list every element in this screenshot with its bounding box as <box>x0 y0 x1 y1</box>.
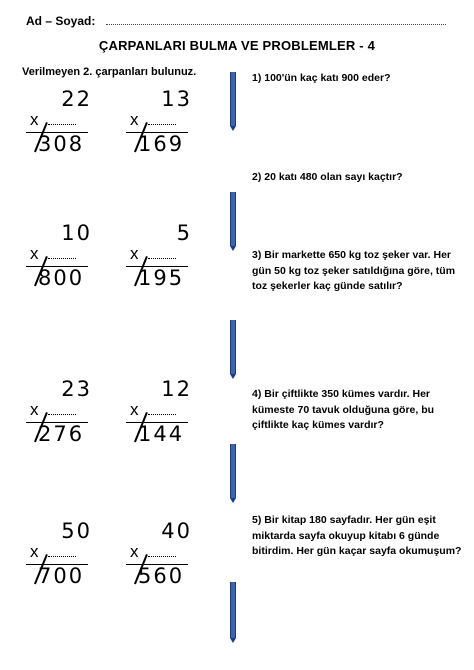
product: 276 <box>38 422 85 446</box>
pencil-icon <box>230 444 236 504</box>
question-3: 3) Bir markette 650 kg toz şeker var. Her gün 50 kg toz şeker satıldığına göre, tüm toz şekerler kaç günde satılır? <box>252 249 456 292</box>
mult-problem <box>28 88 102 158</box>
times-sign: x <box>130 110 139 129</box>
name-blank-line[interactable] <box>106 24 446 25</box>
multiplicand: 12 <box>161 377 192 401</box>
product: 169 <box>138 132 185 156</box>
product: 308 <box>38 132 85 156</box>
times-sign: x <box>30 400 39 419</box>
product: 700 <box>38 564 85 588</box>
times-sign: x <box>130 400 139 419</box>
mult-problem <box>128 88 202 158</box>
product: 560 <box>138 564 185 588</box>
mult-problem <box>28 520 102 590</box>
multiplicand: 13 <box>161 87 192 111</box>
answer-blank[interactable] <box>48 556 76 557</box>
times-sign: x <box>30 110 39 129</box>
times-sign: x <box>30 244 39 263</box>
answer-blank[interactable] <box>148 556 176 557</box>
page-title: ÇARPANLARI BULMA VE PROBLEMLER - 4 <box>98 38 376 53</box>
answer-blank[interactable] <box>148 124 176 125</box>
product: 195 <box>138 266 185 290</box>
multiplicand: 40 <box>161 519 192 543</box>
answer-blank[interactable] <box>48 258 76 259</box>
multiplicand: 23 <box>61 377 92 401</box>
product: 144 <box>138 422 185 446</box>
mult-problem <box>128 378 202 448</box>
answer-blank[interactable] <box>148 258 176 259</box>
answer-blank[interactable] <box>48 124 76 125</box>
pencil-icon <box>230 192 236 252</box>
times-sign: x <box>130 542 139 561</box>
answer-blank[interactable] <box>48 414 76 415</box>
multiplicand: 5 <box>176 221 192 245</box>
mult-problem <box>128 222 202 292</box>
pencil-icon <box>230 320 236 380</box>
answer-blank[interactable] <box>148 414 176 415</box>
multiplicand: 50 <box>61 519 92 543</box>
instruction: Verilmeyen 2. çarpanları bulunuz. <box>22 66 197 78</box>
question-4: 4) Bir çiftlikte 350 kümes vardır. Her kümeste 70 tavuk olduğuna göre, bu çiftlikte kaç kümes vardır? <box>252 388 435 431</box>
question-1: 1) 100'ün kaç katı 900 eder? <box>252 72 391 84</box>
product: 800 <box>38 266 85 290</box>
question-5: 5) Bir kitap 180 sayfadır. Her gün eşit miktarda sayfa okuyup kitabı 6 günde bitirdim. Her gün kaçar sayfa okumuşum? <box>252 514 462 557</box>
pencil-icon <box>230 72 236 132</box>
mult-problem <box>128 520 202 590</box>
mult-problem <box>28 378 102 448</box>
pencil-icon <box>230 582 236 644</box>
multiplicand: 10 <box>61 221 92 245</box>
multiplicand: 22 <box>61 87 92 111</box>
times-sign: x <box>30 542 39 561</box>
name-label: Ad – Soyad: <box>26 14 96 28</box>
mult-problem <box>28 222 102 292</box>
times-sign: x <box>130 244 139 263</box>
question-2: 2) 20 katı 480 olan sayı kaçtır? <box>252 171 403 183</box>
